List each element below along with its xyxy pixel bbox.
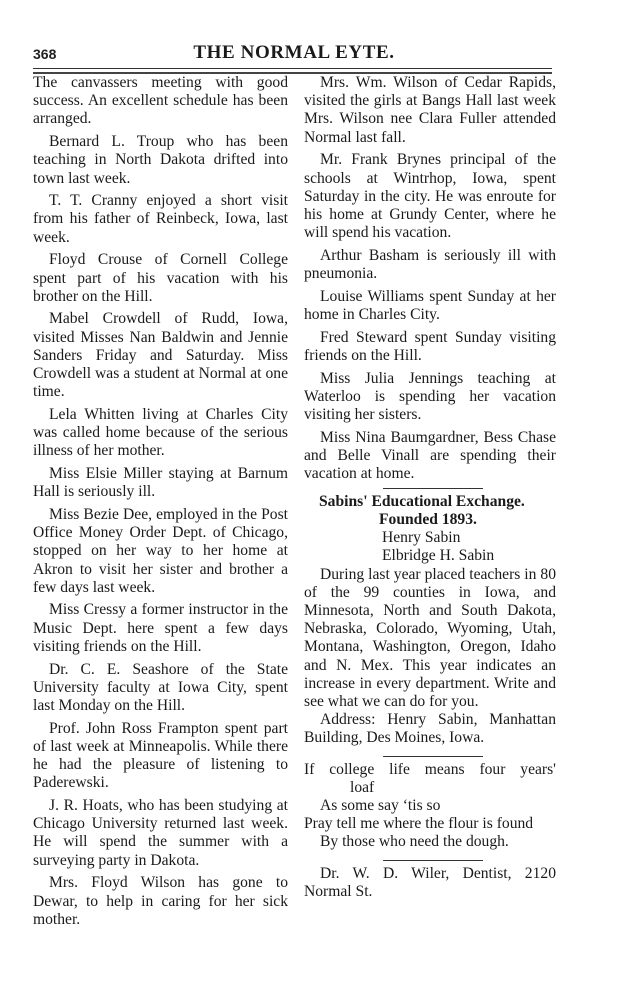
ad-name: Henry Sabin (382, 529, 461, 547)
poem-line: As some say ‘tis so (320, 797, 441, 815)
news-item: T. T. Cranny enjoyed a short visit from his father of Reinbeck, Iowa, last week. (33, 192, 288, 246)
news-item: Mrs. Wm. Wilson of Cedar Rapids, visited the girls at Bangs Hall last week Mrs. Wilson nee Clara Fuller attended Normal last fall. (304, 74, 556, 146)
news-item: Lela Whitten living at Charles City was called home because of the serious illness of her mother. (33, 405, 288, 460)
news-item: Prof. John Ross Frampton spent part of last week at Minneapolis. While there he had the pleasure of listening to Paderewski. (33, 719, 288, 792)
poem-line: If college life means four years' (304, 760, 556, 778)
news-item: J. R. Hoats, who has been studying at Chicago University returned last week. He will spend the summer with a surveying party in Dakota. (33, 797, 288, 869)
news-item: Floyd Crouse of Cornell College spent part of his vacation with his brother on the Hill. (33, 251, 288, 305)
page-number: 368 (33, 46, 57, 62)
section-divider (383, 488, 483, 489)
poem-line: By those who need the dough. (320, 833, 509, 851)
ad-address: Address: Henry Sabin, Manhattan Building, Des Moines, Iowa. (304, 711, 556, 747)
ad-name: Elbridge H. Sabin (382, 547, 495, 565)
section-divider (383, 860, 483, 861)
news-item: Miss Cressy a former instructor in the Music Dept. here spent a few days visiting friends on the Hill. (33, 601, 288, 655)
news-item: Mr. Frank Brynes principal of the schools at Wintrhop, Iowa, spent Saturday in the city. He was enroute for his home at Grundy Center, where he will spend his vacation. (304, 151, 556, 242)
left-column (33, 74, 288, 933)
news-item: Fred Steward spent Sunday visiting friends on the Hill. (304, 328, 556, 364)
poem-line: Pray tell me where the flour is found (304, 815, 534, 833)
news-item: Mrs. Floyd Wilson has gone to Dewar, to help in caring for her sick mother. (33, 874, 288, 928)
right-column (304, 74, 556, 906)
advertisement (304, 493, 556, 748)
news-item: Dr. C. E. Seashore of the State University faculty at Iowa City, spent last Monday on the Hill. (33, 660, 288, 714)
ad-title: Sabins' Educational Exchange. (319, 492, 525, 510)
news-item: Louise Williams spent Sunday at her home in Charles City. (304, 287, 556, 323)
news-item: Miss Bezie Dee, employed in the Post Office Money Order Dept. of Chicago, stopped on her way to her home at Akron to visit her sister and brother a few days last week. (33, 505, 288, 596)
page-header (33, 42, 555, 64)
news-item: Miss Nina Baumgardner, Bess Chase and Belle Vinall are spending their vacation at home. (304, 428, 556, 483)
news-item: Arthur Basham is seriously ill with pneumonia. (304, 246, 556, 283)
news-item: Miss Elsie Miller staying at Barnum Hall is seriously ill. (33, 465, 288, 501)
news-item: The canvassers meeting with good success. An excellent schedule has been arranged. (33, 74, 288, 128)
journal-title: THE NORMAL EYTE. (193, 42, 395, 63)
news-item: Bernard L. Troup who has been teaching in North Dakota drifted into town last week. (33, 133, 288, 187)
news-item: Miss Julia Jennings teaching at Waterloo is spending her vacation visiting her sisters. (304, 369, 556, 423)
ad-founded: Founded 1893. (379, 510, 477, 528)
section-divider (383, 756, 483, 757)
poem-line: loaf (350, 778, 375, 796)
news-item: Mabel Crowdell of Rudd, Iowa, visited Misses Nan Baldwin and Jennie Sanders Friday and Saturday. Miss Crowdell was a student at Normal at one time. (33, 310, 288, 401)
ad-body: During last year placed teachers in 80 of the 99 counties in Iowa, and Minnesota, North and South Dakota, Nebraska, Colorado, Wyoming, Utah, Montana, Washington, Oregon, Idaho and N. Mex. This year indicates an increase in every department. Write and see what we can do for you. (304, 565, 556, 710)
dentist-notice: Dr. W. D. Wiler, Dentist, 2120 Normal St. (304, 864, 556, 900)
poem (304, 761, 556, 852)
